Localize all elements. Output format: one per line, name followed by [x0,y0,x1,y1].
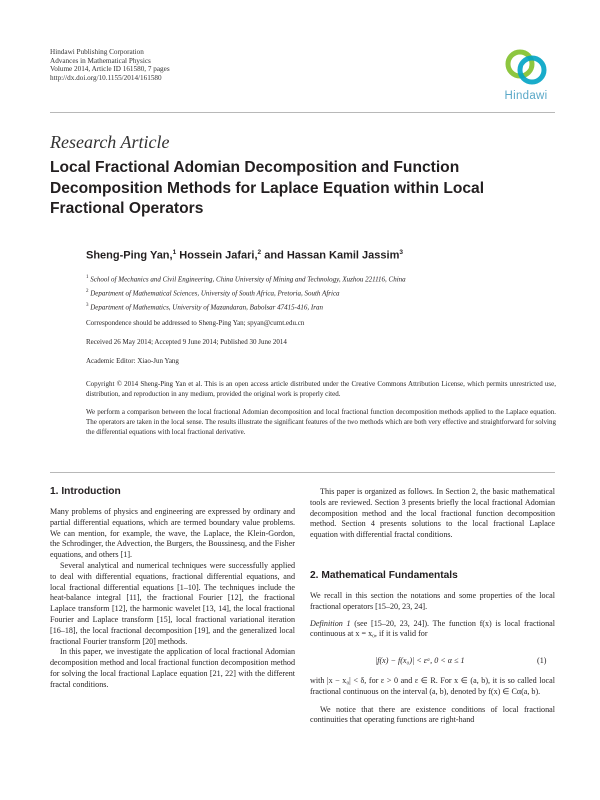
right-column-intro [310,487,555,541]
publisher: Hindawi Publishing Corporation [50,48,144,56]
journal-name: Advances in Mathematical Physics [50,56,151,65]
author-name: Hossein Jafari, [179,249,258,262]
paragraph: We recall in this section the notations and some properties of the local fractional operators [15–20, 23, 24]. [310,591,555,611]
section-heading-introduction: 1. Introduction [50,486,121,497]
paragraph: This paper is organized as follows. In Section 2, the basic mathematical tools are reviewed. Section 3 presents briefly the local fractional Adomian decomposition method and the local fractional function decomposition method. Section 4 presents solutions to the local fractional Laplace equation with differential fractal conditions. [310,487,555,540]
paragraph: In this paper, we investigate the application of local fractional Adomian decomposition method and local fractional function decomposition method for solving the local fractional Laplace equation [21, 22] with the different fractal conditions. [50,647,295,689]
equation-number: (1) [537,656,547,665]
right-column-body [310,591,555,640]
paragraph: Several analytical and numerical techniques were successfully applied to deal with differential equations, fractional differential equations, and local fractional differential equations [1–10]. The techniques include the heat-balance integral [11], the fractional Fourier [12], the fractional Laplace transform [12], the harmonic wavelet [13, 14], the local fractional Fourier and Laplace transform [15], local fractional variational iteration [16–18], the local fractional decomposition [19], and the generalized local fractional Fourier transform [20] methods. [50,560,295,646]
paragraph: We notice that there are existence conditions of local fractional continuities that operating functions are right-hand [310,704,555,725]
academic-editor: Academic Editor: Xiao-Jun Yang [86,357,179,365]
author-affil-sup: 3 [399,249,403,256]
author-affil-sup: 1 [172,249,177,256]
journal-header [50,48,170,82]
volume-info: Volume 2014, Article ID 161580, 7 pages [50,65,170,74]
paragraph: Many problems of physics and engineering are expressed by ordinary and partial differential equations, which are termed boundary value problems. We can mention, for example, the wave, the Laplace, the Klein-Gordon, the Schrodinger, the Advection, the Burgers, the Boussinesq, and the Fisher equations, and others [1]. [50,507,295,560]
author-name: and Hassan Kamil Jassim [264,249,400,262]
paragraph: with |x − x₀| < δ, for ε > 0 and ε ∈ R. For x ∈ (a, b), it is so called local fractional continuous on the interval (a, b), denoted by f(x) ∈ Cα(a, b). [310,676,555,696]
author-name: Sheng-Ping Yan, [86,249,173,262]
article-title: Local Fractional Adomian Decomposition and Function Decomposition Methods for Laplace Equation within Local Fractional Operators [50,159,485,217]
affiliation: $^1$ School of Mechanics and Civil Engineering, China University of Mining and Technology, Xuzhou 221116, China [86,275,406,284]
correspondence: Correspondence should be addressed to Sheng-Ping Yan; spyan@cumt.edu.cn [86,319,305,327]
abstract: We perform a comparison between the local fractional Adomian decomposition and local fractional function decomposition methods applied to the Laplace equation. The operators are taken in the local sense. The results illustrate the significant features of the two methods which are both very effective and straightforward for solving the differential equations with local fractional derivative. [86,408,556,436]
affiliation: $^3$ Department of Mathematics, University of Mazandaran, Babolsar 47415-416, Iran [86,302,323,311]
author-list [86,249,403,262]
doi-link[interactable]: http://dx.doi.org/10.1155/2014/161580 [50,73,162,82]
affiliations [86,272,556,313]
publication-dates: Received 26 May 2014; Accepted 9 June 2014; Published 30 June 2014 [86,338,287,346]
definition [310,619,555,641]
abstract-divider [50,472,555,473]
right-column-continued [310,676,555,726]
author-affil-sup: 2 [257,249,262,256]
definition-text: (see [15–20, 23, 24]). The function f(x) is local fractional continuous at x = x₀, if it is valid for [310,618,555,639]
left-column-body [50,507,295,691]
hindawi-logo-icon [494,44,558,90]
article-type: Research Article [50,132,170,152]
hindawi-logo [494,44,558,106]
equation-1: |f(x) − f(x₀)| < εᵅ, 0 < α ≤ 1 [375,656,465,665]
definition-label: Definition 1 [310,618,351,628]
copyright-notice: Copyright © 2014 Sheng-Ping Yan et al. This is an open access article distributed under the Creative Commons Attribution License, which permits unrestricted use, distribution, and reproduction in any medium, provided the original work is properly cited. [86,380,556,398]
section-heading-fundamentals: 2. Mathematical Fundamentals [310,570,458,581]
affiliation: $^2$ Department of Mathematical Sciences, University of South Africa, Pretoria, South Africa [86,288,340,298]
logo-text: Hindawi [504,90,548,102]
header-divider [50,112,555,113]
